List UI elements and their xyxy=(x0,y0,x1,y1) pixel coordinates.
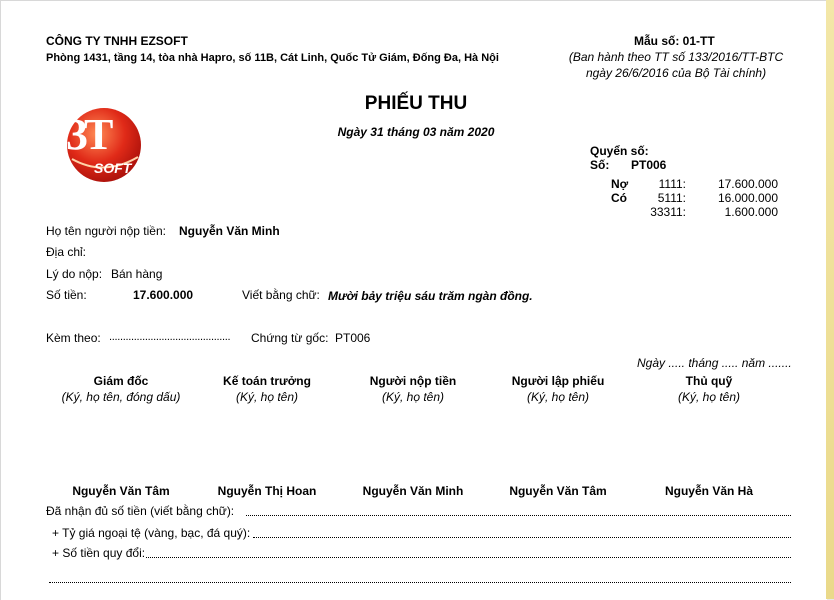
signature-role: Thủ quỹ xyxy=(685,374,733,388)
signature-payer xyxy=(338,374,488,404)
window-edge xyxy=(826,0,834,599)
signer-name: Nguyễn Văn Minh xyxy=(362,484,464,498)
signature-preparer xyxy=(483,374,633,404)
source-doc-value: PT006 xyxy=(335,331,371,345)
signature-role: Người nộp tiền xyxy=(369,374,457,388)
signature-role: Kế toán trưởng xyxy=(223,374,311,388)
signer-name: Nguyễn Văn Hà xyxy=(664,484,754,498)
form-code: Mẫu số: 01-TT xyxy=(634,34,715,48)
account-number: 33311: xyxy=(650,205,686,219)
form-note-line1: (Ban hành theo TT số 133/2016/TT-BTC xyxy=(568,50,784,64)
signature-note: (Ký, họ tên) xyxy=(526,390,590,404)
signature-cashier xyxy=(634,374,784,404)
received-amount-line xyxy=(246,515,791,516)
source-doc-label: Chứng từ gốc: xyxy=(251,331,329,345)
account-amount: 1.600.000 xyxy=(724,205,778,219)
reason-label: Lý do nộp: xyxy=(46,267,103,281)
account-number: 5111: xyxy=(657,191,686,205)
company-address: Phòng 1431, tầng 14, tòa nhà Hapro, số 11B, Cát Linh, Quốc Tử Giám, Đống Đa, Hà Nội xyxy=(46,52,499,64)
logo-text: 3T xyxy=(66,110,110,159)
exchange-rate-label: + Tỷ giá ngoại tệ (vàng, bạc, đá quý): xyxy=(52,526,251,540)
number-value: PT006 xyxy=(631,158,667,172)
credit-label: Có xyxy=(611,191,627,205)
amount-words-label: Viết bằng chữ: xyxy=(242,288,320,302)
attachment-label: Kèm theo: xyxy=(46,331,101,345)
company-logo xyxy=(64,107,144,187)
number-label: Số: xyxy=(590,158,610,172)
company-name: CÔNG TY TNHH EZSOFT xyxy=(46,34,188,48)
account-number: 1111: xyxy=(658,177,686,191)
signature-role: Giám đốc xyxy=(93,374,149,388)
payer-name-label: Họ tên người nộp tiền: xyxy=(46,224,166,238)
converted-amount-line xyxy=(146,557,791,558)
signature-note: (Ký, họ tên, đóng dấu) xyxy=(61,390,181,404)
account-amount: 16.000.000 xyxy=(717,191,778,205)
payer-name-value: Nguyễn Văn Minh xyxy=(179,224,280,238)
payer-address-label: Địa chỉ: xyxy=(46,245,87,259)
received-amount-label: Đã nhận đủ số tiền (viết bằng chữ): xyxy=(46,504,235,518)
form-note-line2: ngày 26/6/2016 của Bộ Tài chính) xyxy=(585,66,767,80)
document-title: PHIẾU THU xyxy=(364,93,468,114)
exchange-rate-line xyxy=(253,537,791,538)
signature-note: (Ký, họ tên) xyxy=(235,390,299,404)
reason-value: Bán hàng xyxy=(111,267,163,281)
converted-amount-label: + Số tiền quy đổi: xyxy=(52,546,146,560)
signature-note: (Ký, họ tên) xyxy=(677,390,741,404)
signature-note: (Ký, họ tên) xyxy=(381,390,445,404)
signature-director xyxy=(46,374,196,404)
extra-line xyxy=(49,582,791,583)
signer-name: Nguyễn Văn Tâm xyxy=(509,484,607,498)
logo-subtext: SOFT xyxy=(94,160,132,176)
amount-value: 17.600.000 xyxy=(133,288,194,302)
signer-name: Nguyễn Văn Tâm xyxy=(72,484,170,498)
amount-words-value: Mười bảy triệu sáu trăm ngàn đồng. xyxy=(328,289,533,303)
debit-label: Nợ xyxy=(611,177,629,191)
attachment-dots: ............................................ xyxy=(109,331,231,343)
book-label: Quyển số: xyxy=(590,144,649,158)
document-date: Ngày 31 tháng 03 năm 2020 xyxy=(337,125,495,139)
signature-chief-accountant xyxy=(192,374,342,404)
signing-date: Ngày ..... tháng ..... năm ....... xyxy=(637,356,792,370)
amount-label: Số tiền: xyxy=(46,288,87,302)
signature-role: Người lập phiếu xyxy=(511,374,605,388)
signer-name: Nguyễn Thị Hoan xyxy=(217,484,317,498)
account-amount: 17.600.000 xyxy=(717,177,778,191)
